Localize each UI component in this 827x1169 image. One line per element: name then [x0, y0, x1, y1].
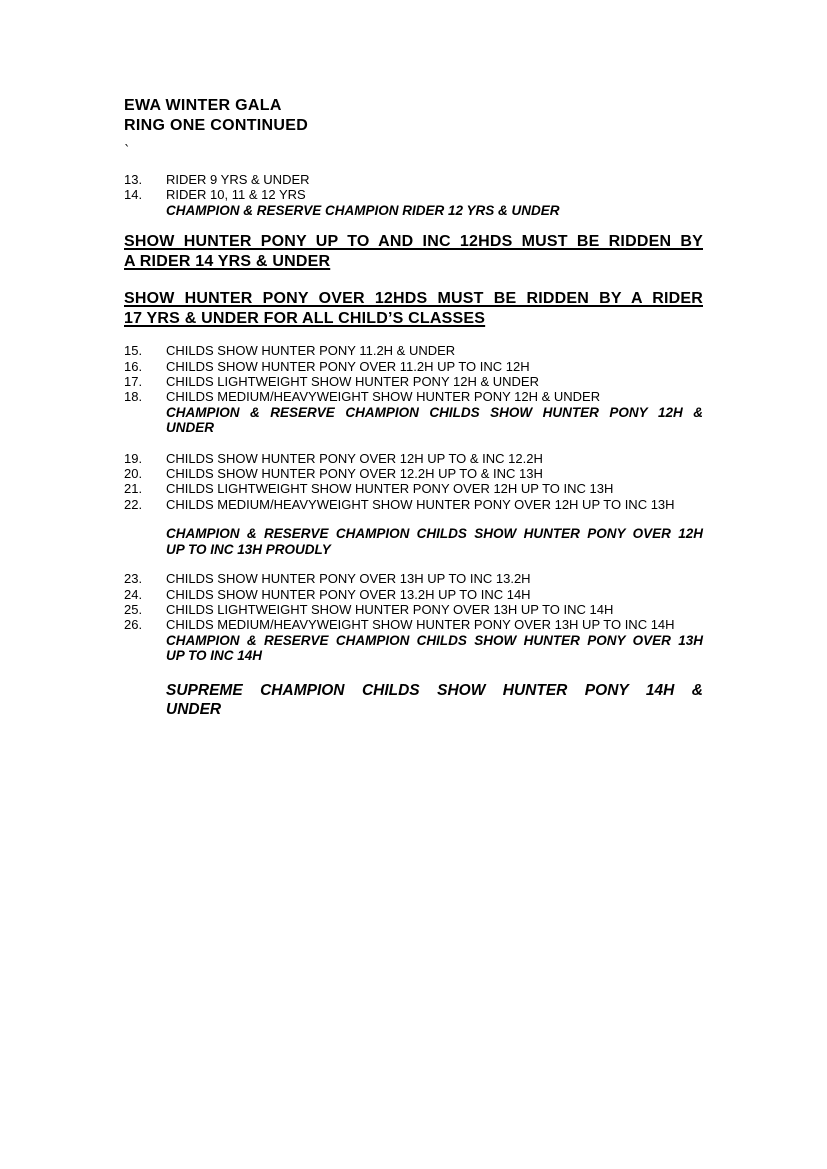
class-number: 26. — [124, 617, 143, 633]
rule-heading-2 — [124, 289, 703, 329]
class-title: CHILDS MEDIUM/HEAVYWEIGHT SHOW HUNTER PONY 12H & UNDER — [166, 389, 601, 405]
champion-note-over-13h — [166, 633, 703, 664]
class-entry-17 — [124, 374, 703, 389]
class-number: 23. — [124, 571, 143, 587]
class-number: 18. — [124, 389, 143, 405]
class-list-pony-12h — [124, 343, 703, 435]
champion-note-12h — [166, 405, 703, 436]
champion-note-over-13h-line-1: CHAMPION & RESERVE CHAMPION CHILDS SHOW HUNTER PONY OVER 13H — [166, 632, 703, 648]
document-content — [124, 0, 703, 719]
class-entry-21 — [124, 481, 703, 496]
class-list-pony-14h — [124, 571, 703, 663]
rule-heading-2-line-1: SHOW HUNTER PONY OVER 12HDS MUST BE RIDDEN BY A RIDER — [124, 290, 703, 308]
class-list-pony-13h — [124, 451, 703, 513]
champion-note-riders: CHAMPION & RESERVE CHAMPION RIDER 12 YRS & UNDER — [166, 202, 560, 218]
class-title: CHILDS SHOW HUNTER PONY OVER 13.2H UP TO INC 14H — [166, 586, 531, 602]
class-entry-13 — [124, 172, 703, 187]
champion-note-over-13h-line-2: UP TO INC 14H — [166, 648, 263, 664]
class-entry-18 — [124, 389, 703, 404]
class-entry-14 — [124, 187, 703, 202]
class-number: 25. — [124, 601, 143, 617]
class-list-riders — [124, 172, 703, 218]
class-title: RIDER 9 YRS & UNDER — [166, 172, 310, 187]
class-entry-15 — [124, 343, 703, 358]
page-title: EWA WINTER GALA — [124, 97, 282, 114]
class-entry-24 — [124, 587, 703, 602]
stray-mark: ` — [124, 144, 131, 159]
class-title: CHILDS SHOW HUNTER PONY OVER 12.2H UP TO & INC 13H — [166, 466, 543, 482]
class-entry-16 — [124, 359, 703, 374]
rule-heading-1-line-1: SHOW HUNTER PONY UP TO AND INC 12HDS MUST BE RIDDEN BY — [124, 233, 703, 251]
class-number: 19. — [124, 450, 143, 466]
class-number: 21. — [124, 481, 143, 497]
class-number: 14. — [124, 187, 143, 203]
class-number: 20. — [124, 466, 143, 482]
class-title: CHILDS LIGHTWEIGHT SHOW HUNTER PONY OVER 13H UP TO INC 14H — [166, 601, 614, 617]
class-entry-20 — [124, 466, 703, 481]
champion-note-over-12h — [166, 526, 703, 557]
class-entry-26 — [124, 617, 703, 632]
class-entry-19 — [124, 451, 703, 466]
page-subtitle: RING ONE CONTINUED — [124, 117, 309, 134]
class-title: CHILDS SHOW HUNTER PONY OVER 13H UP TO INC 13.2H — [166, 571, 531, 587]
class-title: CHILDS LIGHTWEIGHT SHOW HUNTER PONY 12H & UNDER — [166, 374, 539, 390]
class-number: 16. — [124, 358, 143, 374]
class-title: CHILDS SHOW HUNTER PONY OVER 11.2H UP TO INC 12H — [166, 358, 530, 374]
class-entry-25 — [124, 602, 703, 617]
class-title: CHILDS SHOW HUNTER PONY OVER 12H UP TO & INC 12.2H — [166, 450, 543, 466]
class-number: 24. — [124, 586, 143, 602]
rule-heading-1 — [124, 232, 703, 272]
class-entry-22 — [124, 497, 703, 512]
supreme-champion-note — [166, 681, 703, 719]
class-number: 22. — [124, 496, 143, 512]
class-number: 13. — [124, 172, 143, 187]
class-title: RIDER 10, 11 & 12 YRS — [166, 187, 306, 203]
rule-heading-1-line-2: A RIDER 14 YRS & UNDER — [124, 253, 331, 271]
supreme-champion-line-2: UNDER — [166, 700, 222, 718]
class-title: CHILDS SHOW HUNTER PONY 11.2H & UNDER — [166, 343, 456, 359]
rule-heading-2-line-2: 17 YRS & UNDER FOR ALL CHILD’S CLASSES — [124, 310, 486, 328]
champion-note-12h-line-2: UNDER — [166, 420, 215, 436]
class-number: 17. — [124, 374, 143, 390]
champion-note-12h-line-1: CHAMPION & RESERVE CHAMPION CHILDS SHOW HUNTER PONY 12H & — [166, 404, 703, 420]
champion-note-over-12h-line-2: UP TO INC 13H PROUDLY — [166, 541, 331, 557]
class-number: 15. — [124, 343, 143, 359]
class-title: CHILDS MEDIUM/HEAVYWEIGHT SHOW HUNTER PONY OVER 12H UP TO INC 13H — [166, 496, 675, 512]
class-title: CHILDS LIGHTWEIGHT SHOW HUNTER PONY OVER 12H UP TO INC 13H — [166, 481, 614, 497]
class-title: CHILDS MEDIUM/HEAVYWEIGHT SHOW HUNTER PONY OVER 13H UP TO INC 14H — [166, 617, 675, 633]
supreme-champion-line-1: SUPREME CHAMPION CHILDS SHOW HUNTER PONY 14H & — [166, 681, 703, 699]
document-title-block — [124, 96, 703, 136]
class-entry-23 — [124, 571, 703, 586]
champion-note-over-12h-line-1: CHAMPION & RESERVE CHAMPION CHILDS SHOW HUNTER PONY OVER 12H — [166, 526, 703, 542]
